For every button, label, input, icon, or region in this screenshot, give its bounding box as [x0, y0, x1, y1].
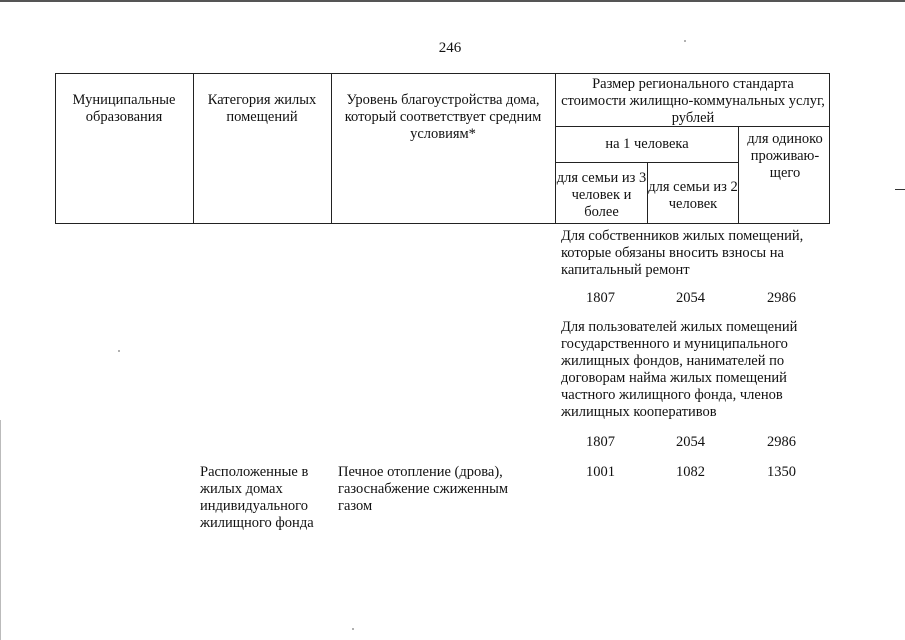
scan-mark — [895, 189, 905, 190]
scan-speck — [352, 628, 354, 630]
section-heading: Для собственников жилых помещений, которые обязаны вносить взносы на капитальный ремонт — [561, 228, 804, 278]
value-single: 2986 — [767, 434, 796, 450]
section-heading: Для пользователей жилых помещений государственного и муниципального жилищных фондов, нанимателей по договорам найма жилых помещений частного жилищного фонда, членов жилищных кооперативов — [561, 319, 798, 420]
value-family3: 1001 — [586, 464, 615, 480]
scan-top-border — [0, 0, 905, 2]
header-level: Уровень благоустройства дома, который соответствует средним условиям* — [344, 92, 542, 142]
header-divider — [738, 126, 739, 224]
header-family2: для семьи из 2 человек — [648, 179, 738, 212]
row-level: Печное отопление (дрова), газоснабжение сжиженным газом — [338, 464, 509, 514]
value-family3: 1807 — [586, 434, 615, 450]
header-divider — [555, 162, 738, 163]
value-family2: 1082 — [676, 464, 705, 480]
header-family3: для семьи из 3 человек и более — [556, 170, 647, 220]
value-single: 2986 — [767, 290, 796, 306]
scan-speck — [684, 40, 686, 42]
value-single: 1350 — [767, 464, 796, 480]
header-single: для одиноко проживаю-щего — [747, 131, 823, 181]
header-divider — [193, 73, 194, 224]
header-category: Категория жилых помещений — [207, 92, 317, 125]
header-size: Размер регионального стандарта стоимости жилищно-коммунальных услуг, рублей — [561, 76, 825, 126]
value-family2: 2054 — [676, 434, 705, 450]
scan-left-edge — [0, 420, 1, 640]
header-divider — [331, 73, 332, 224]
scan-speck — [118, 350, 120, 352]
value-family3: 1807 — [586, 290, 615, 306]
value-family2: 2054 — [676, 290, 705, 306]
page-number: 246 — [438, 40, 462, 56]
header-per-person: на 1 человека — [605, 136, 689, 152]
header-municipal: Муниципальные образования — [72, 92, 176, 125]
row-category: Расположенные в жилых домах индивидуального жилищного фонда — [200, 464, 314, 531]
